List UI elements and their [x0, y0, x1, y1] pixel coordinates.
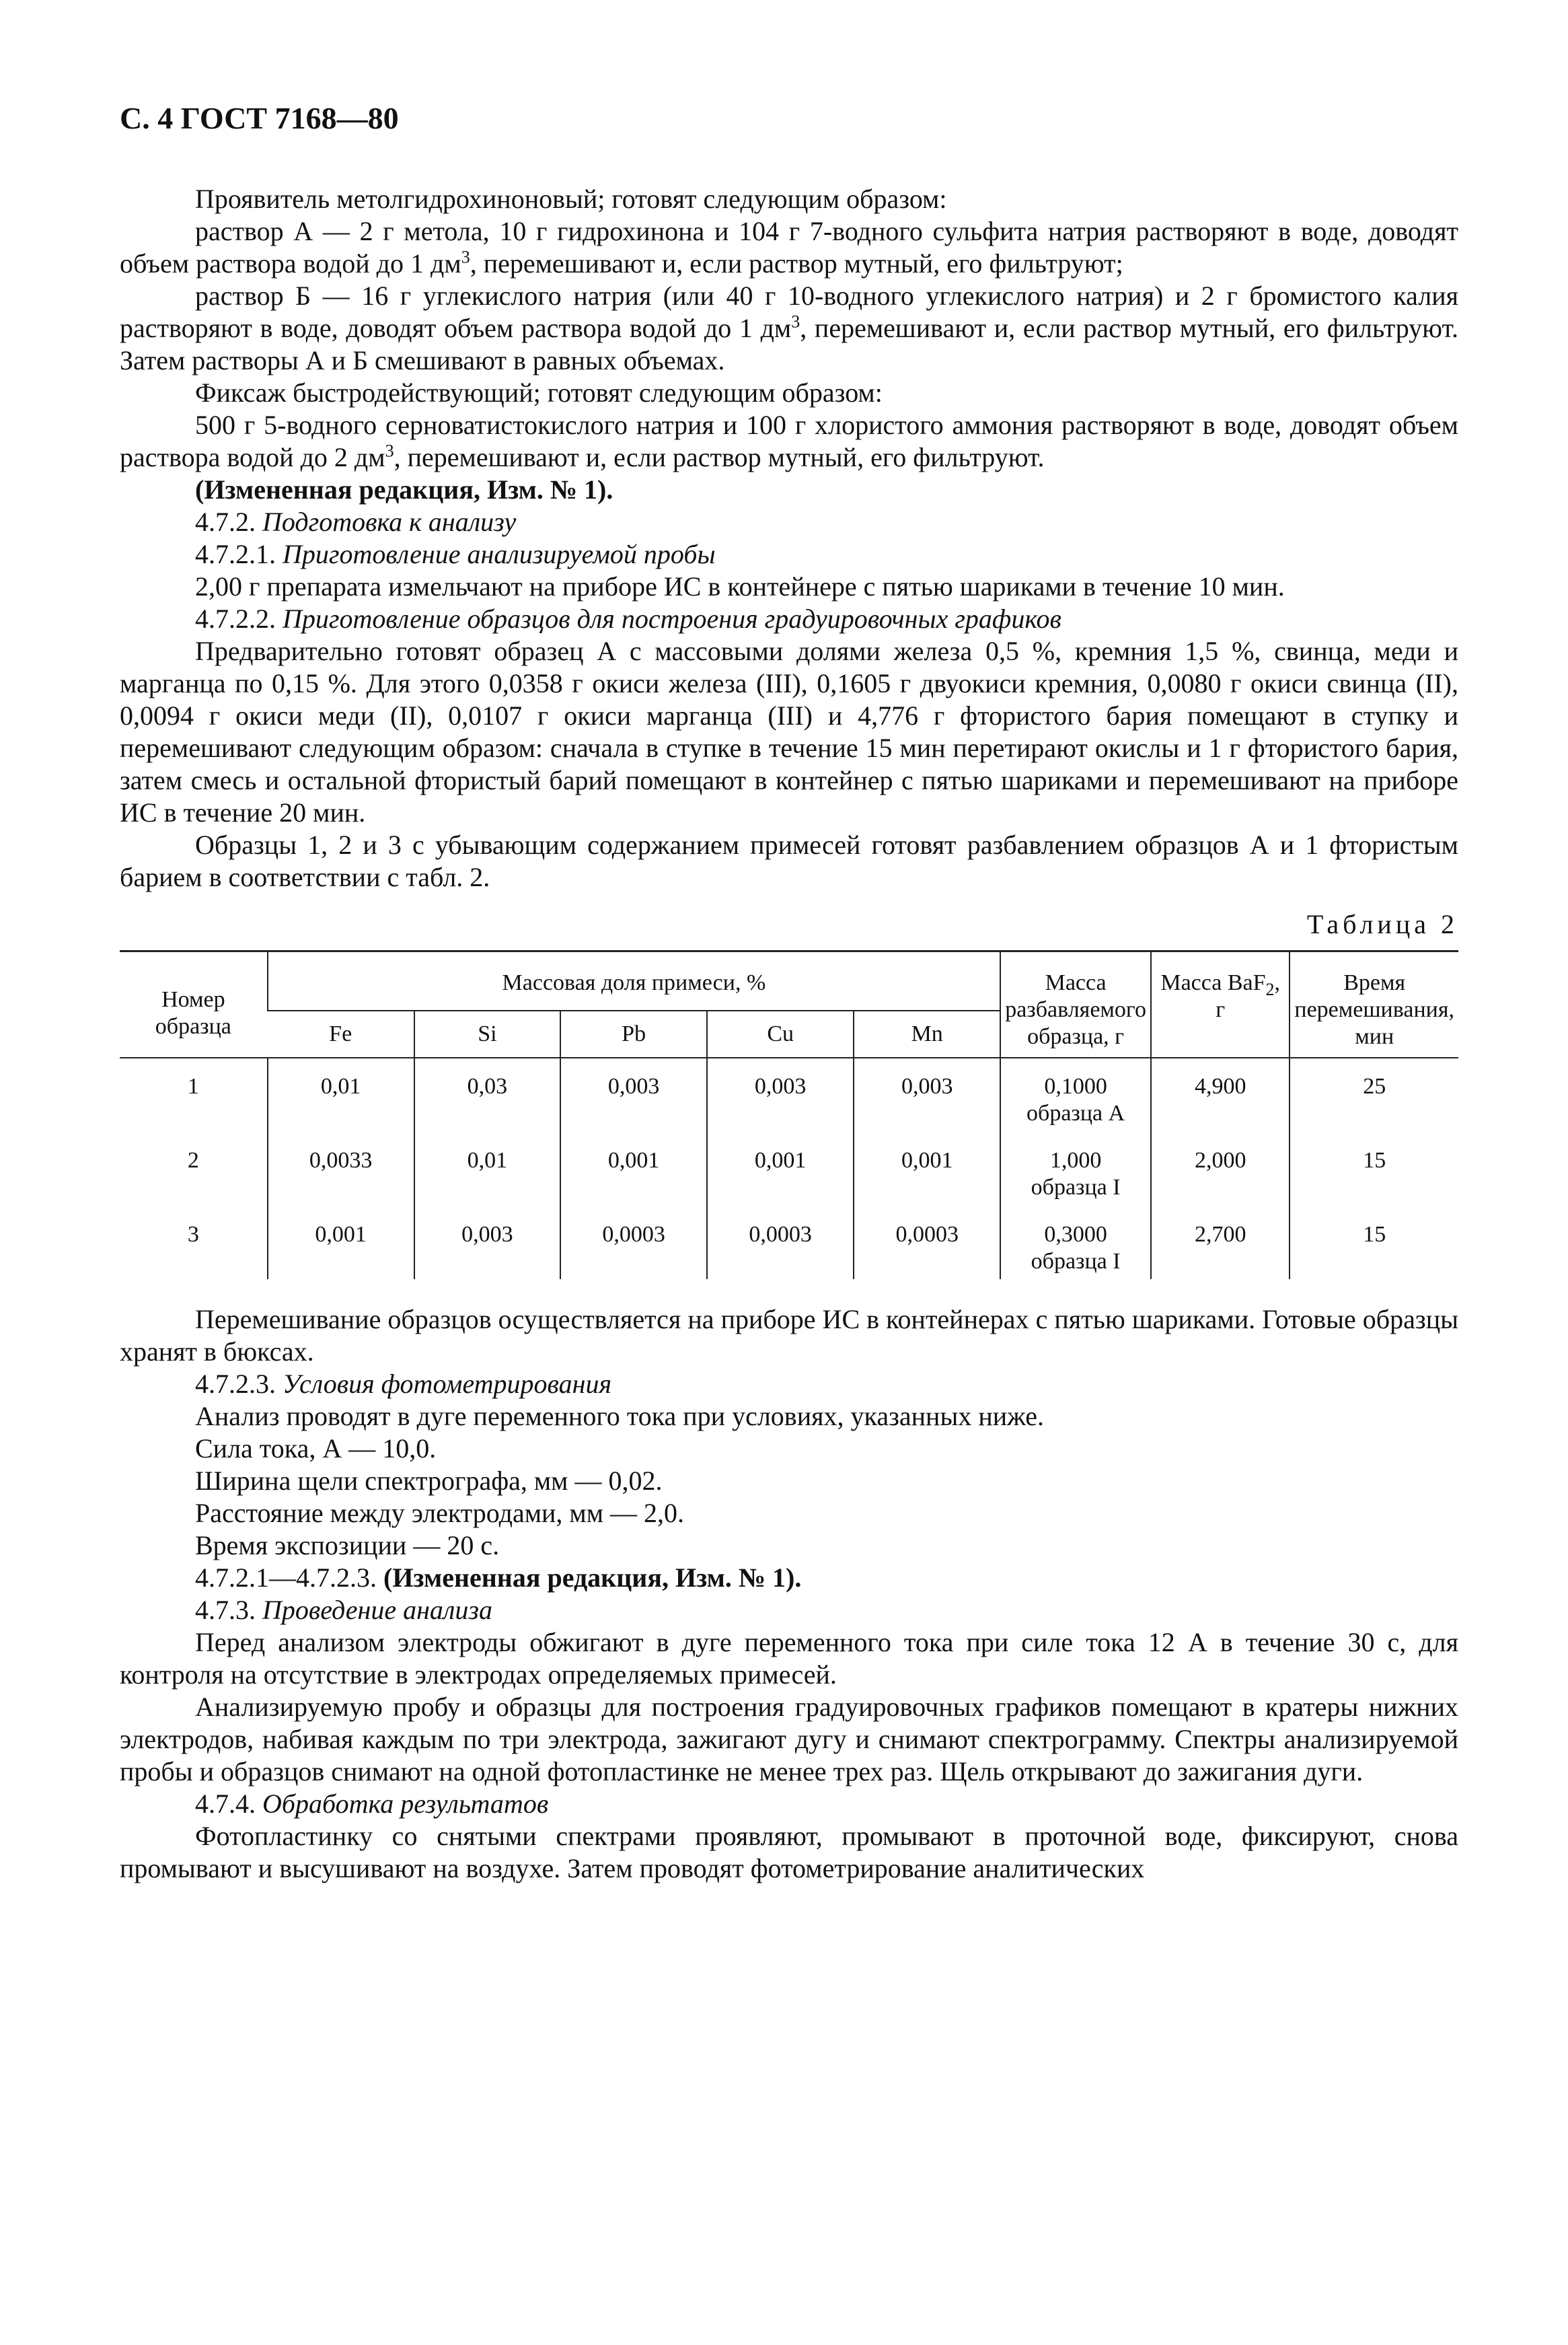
paragraph: Образцы 1, 2 и 3 с убывающим содержанием примесей готовят разбавлением образцов А и 1 фтористым барием в соответствии с табл. 2. [120, 830, 1458, 892]
cell-cu: 0,0003 [707, 1206, 854, 1279]
paragraph: 2,00 г препарата измельчают на приборе ИС в контейнере с пятью шариками в течение 10 мин. [195, 571, 1285, 602]
cell-fe: 0,001 [268, 1206, 414, 1279]
table-row [120, 1058, 1458, 1132]
section-heading: 4.7.2.3. Условия фотометрирования [195, 1369, 612, 1399]
cell-cu: 0,003 [707, 1058, 854, 1132]
page-header: С. 4 ГОСТ 7168—80 [120, 101, 399, 135]
header-mix-time: Время перемешивания, мин [1290, 951, 1458, 1058]
section-heading: 4.7.2.1. Приготовление анализируемой пробы [195, 539, 716, 569]
header-diluted-mass: Масса разбавляемого образца, г [1000, 951, 1151, 1058]
paragraph: Ширина щели спектрографа, мм — 0,02. [195, 1466, 663, 1496]
paragraph: Перед анализом электроды обжигают в дуге переменного тока при силе тока 12 А в течение 30 с, для контроля на отсутствие в электродах определяемых примесей. [120, 1627, 1458, 1690]
paragraph: раствор Б — 16 г углекислого натрия (или 40 г 10-водного углекислого натрия) и 2 г бромистого калия растворяют в воде, доводят объем раствора водой до 1 $дм^3$, перемешивают и, если раствор мутный, его фильтруют. Затем растворы А и Б смешивают в равных объемах. [120, 281, 1458, 375]
amendment-note: (Измененная редакция, Изм. № 1). [195, 474, 613, 505]
document-body [120, 183, 1458, 1885]
document-body-continued [120, 1303, 1458, 1885]
cell-diluted: 1,000 образца I [1000, 1132, 1151, 1206]
paragraph: Фиксаж быстродействующий; готовят следующим образом: [195, 377, 883, 408]
section-heading: 4.7.3. Проведение анализа [195, 1595, 492, 1625]
table-2 [120, 950, 1458, 1279]
paragraph: Перемешивание образцов осуществляется на приборе ИС в контейнерах с пятью шариками. Готовые образцы хранят в бюксах. [120, 1304, 1458, 1367]
cell-si: 0,01 [414, 1132, 560, 1206]
cell-pb: 0,0003 [560, 1206, 707, 1279]
paragraph: Фотопластинку со снятыми спектрами проявляют, промывают в проточной воде, фиксируют, снова промывают и высушивают на воздухе. Затем проводят фотометрирование аналитических [120, 1821, 1458, 1883]
cell-baf2: 2,000 [1151, 1132, 1290, 1206]
cell-diluted: 0,3000 образца I [1000, 1206, 1151, 1279]
header-cu: Cu [707, 1011, 854, 1058]
header-sample-no: Номер образца [120, 951, 268, 1058]
amendment-note: 4.7.2.1—4.7.2.3. (Измененная редакция, Изм. № 1). [195, 1562, 802, 1593]
cell-mn: 0,001 [854, 1132, 1000, 1206]
paragraph: Проявитель метолгидрохиноновый; готовят следующим образом: [195, 184, 947, 214]
cell-mn: 0,0003 [854, 1206, 1000, 1279]
paragraph: Анализируемую пробу и образцы для построения градуировочных графиков помещают в кратеры нижних электродов, набивая каждым по три электрода, зажигают дугу и снимают спектрограмму. Спектры анализируемой пробы и образцов снимают на одной фотопластинке не менее трех раз. Щель открывают до зажигания дуги. [120, 1692, 1458, 1787]
cell-baf2: 2,700 [1151, 1206, 1290, 1279]
paragraph: Сила тока, А — 10,0. [195, 1433, 437, 1464]
cell-no: 2 [187, 1148, 199, 1173]
cell-mn: 0,003 [854, 1058, 1000, 1132]
header-fe: Fe [268, 1011, 414, 1058]
header-mn: Mn [854, 1011, 1000, 1058]
cell-si: 0,03 [414, 1058, 560, 1132]
cell-time: 25 [1290, 1058, 1458, 1132]
section-heading: 4.7.4. Обработка результатов [195, 1789, 549, 1819]
paragraph: раствор А — 2 г метола, 10 г гидрохинона и 104 г 7-водного сульфита натрия растворяют в воде, доводят объем раствора водой до 1 $дм^3$, перемешивают и, если раствор мутный, его фильтруют; [120, 216, 1458, 279]
section-heading: 4.7.2. Подготовка к анализу [195, 507, 517, 537]
header-si: Si [414, 1011, 560, 1058]
cell-no: 1 [187, 1074, 199, 1099]
cell-diluted: 0,1000 образца А [1000, 1058, 1151, 1132]
cell-fe: 0,0033 [268, 1132, 414, 1206]
cell-fe: 0,01 [268, 1058, 414, 1132]
cell-time: 15 [1290, 1206, 1458, 1279]
header-mass-fraction: Массовая доля примеси, % [268, 951, 1001, 1011]
paragraph: Расстояние между электродами, мм — 2,0. [195, 1498, 685, 1528]
paragraph: 500 г 5-водного серноватистокислого натрия и 100 г хлористого аммония растворяют в воде, доводят объем раствора водой до 2 $дм^3$, перемешивают и, если раствор мутный, его фильтруют. [120, 410, 1458, 472]
header-baf2-mass: Масса BaF$_2$, г [1151, 951, 1290, 1058]
cell-pb: 0,003 [560, 1058, 707, 1132]
paragraph: Предварительно готовят образец А с массовыми долями железа 0,5 %, кремния 1,5 %, свинца, меди и марганца по 0,15 %. Для этого 0,0358 г окиси железа (III), 0,1605 г двуокиси кремния, 0,0080 г окиси свинца (II), 0,0094 г окиси меди (II), 0,0107 г окиси марганца (III) и 4,776 г фтористого бария помещают в ступку и перемешивают следующим образом: сначала в ступке в течение 15 мин перетирают окислы и 1 г фтористого бария, затем смесь и остальной фтористый барий помещают в контейнер с пятью шариками и перемешивают на приборе ИС в течение 20 мин. [120, 636, 1458, 828]
section-heading: 4.7.2.2. Приготовление образцов для построения градуировочных графиков [195, 604, 1061, 634]
cell-time: 15 [1290, 1132, 1458, 1206]
table-row [120, 1206, 1458, 1279]
table-caption: Таблица 2 [1306, 909, 1458, 939]
cell-pb: 0,001 [560, 1132, 707, 1206]
paragraph: Время экспозиции — 20 с. [195, 1530, 500, 1560]
cell-cu: 0,001 [707, 1132, 854, 1206]
table-row [120, 1132, 1458, 1206]
cell-si: 0,003 [414, 1206, 560, 1279]
paragraph: Анализ проводят в дуге переменного тока при условиях, указанных ниже. [195, 1401, 1044, 1431]
header-pb: Pb [560, 1011, 707, 1058]
cell-no: 3 [187, 1222, 199, 1247]
cell-baf2: 4,900 [1151, 1058, 1290, 1132]
